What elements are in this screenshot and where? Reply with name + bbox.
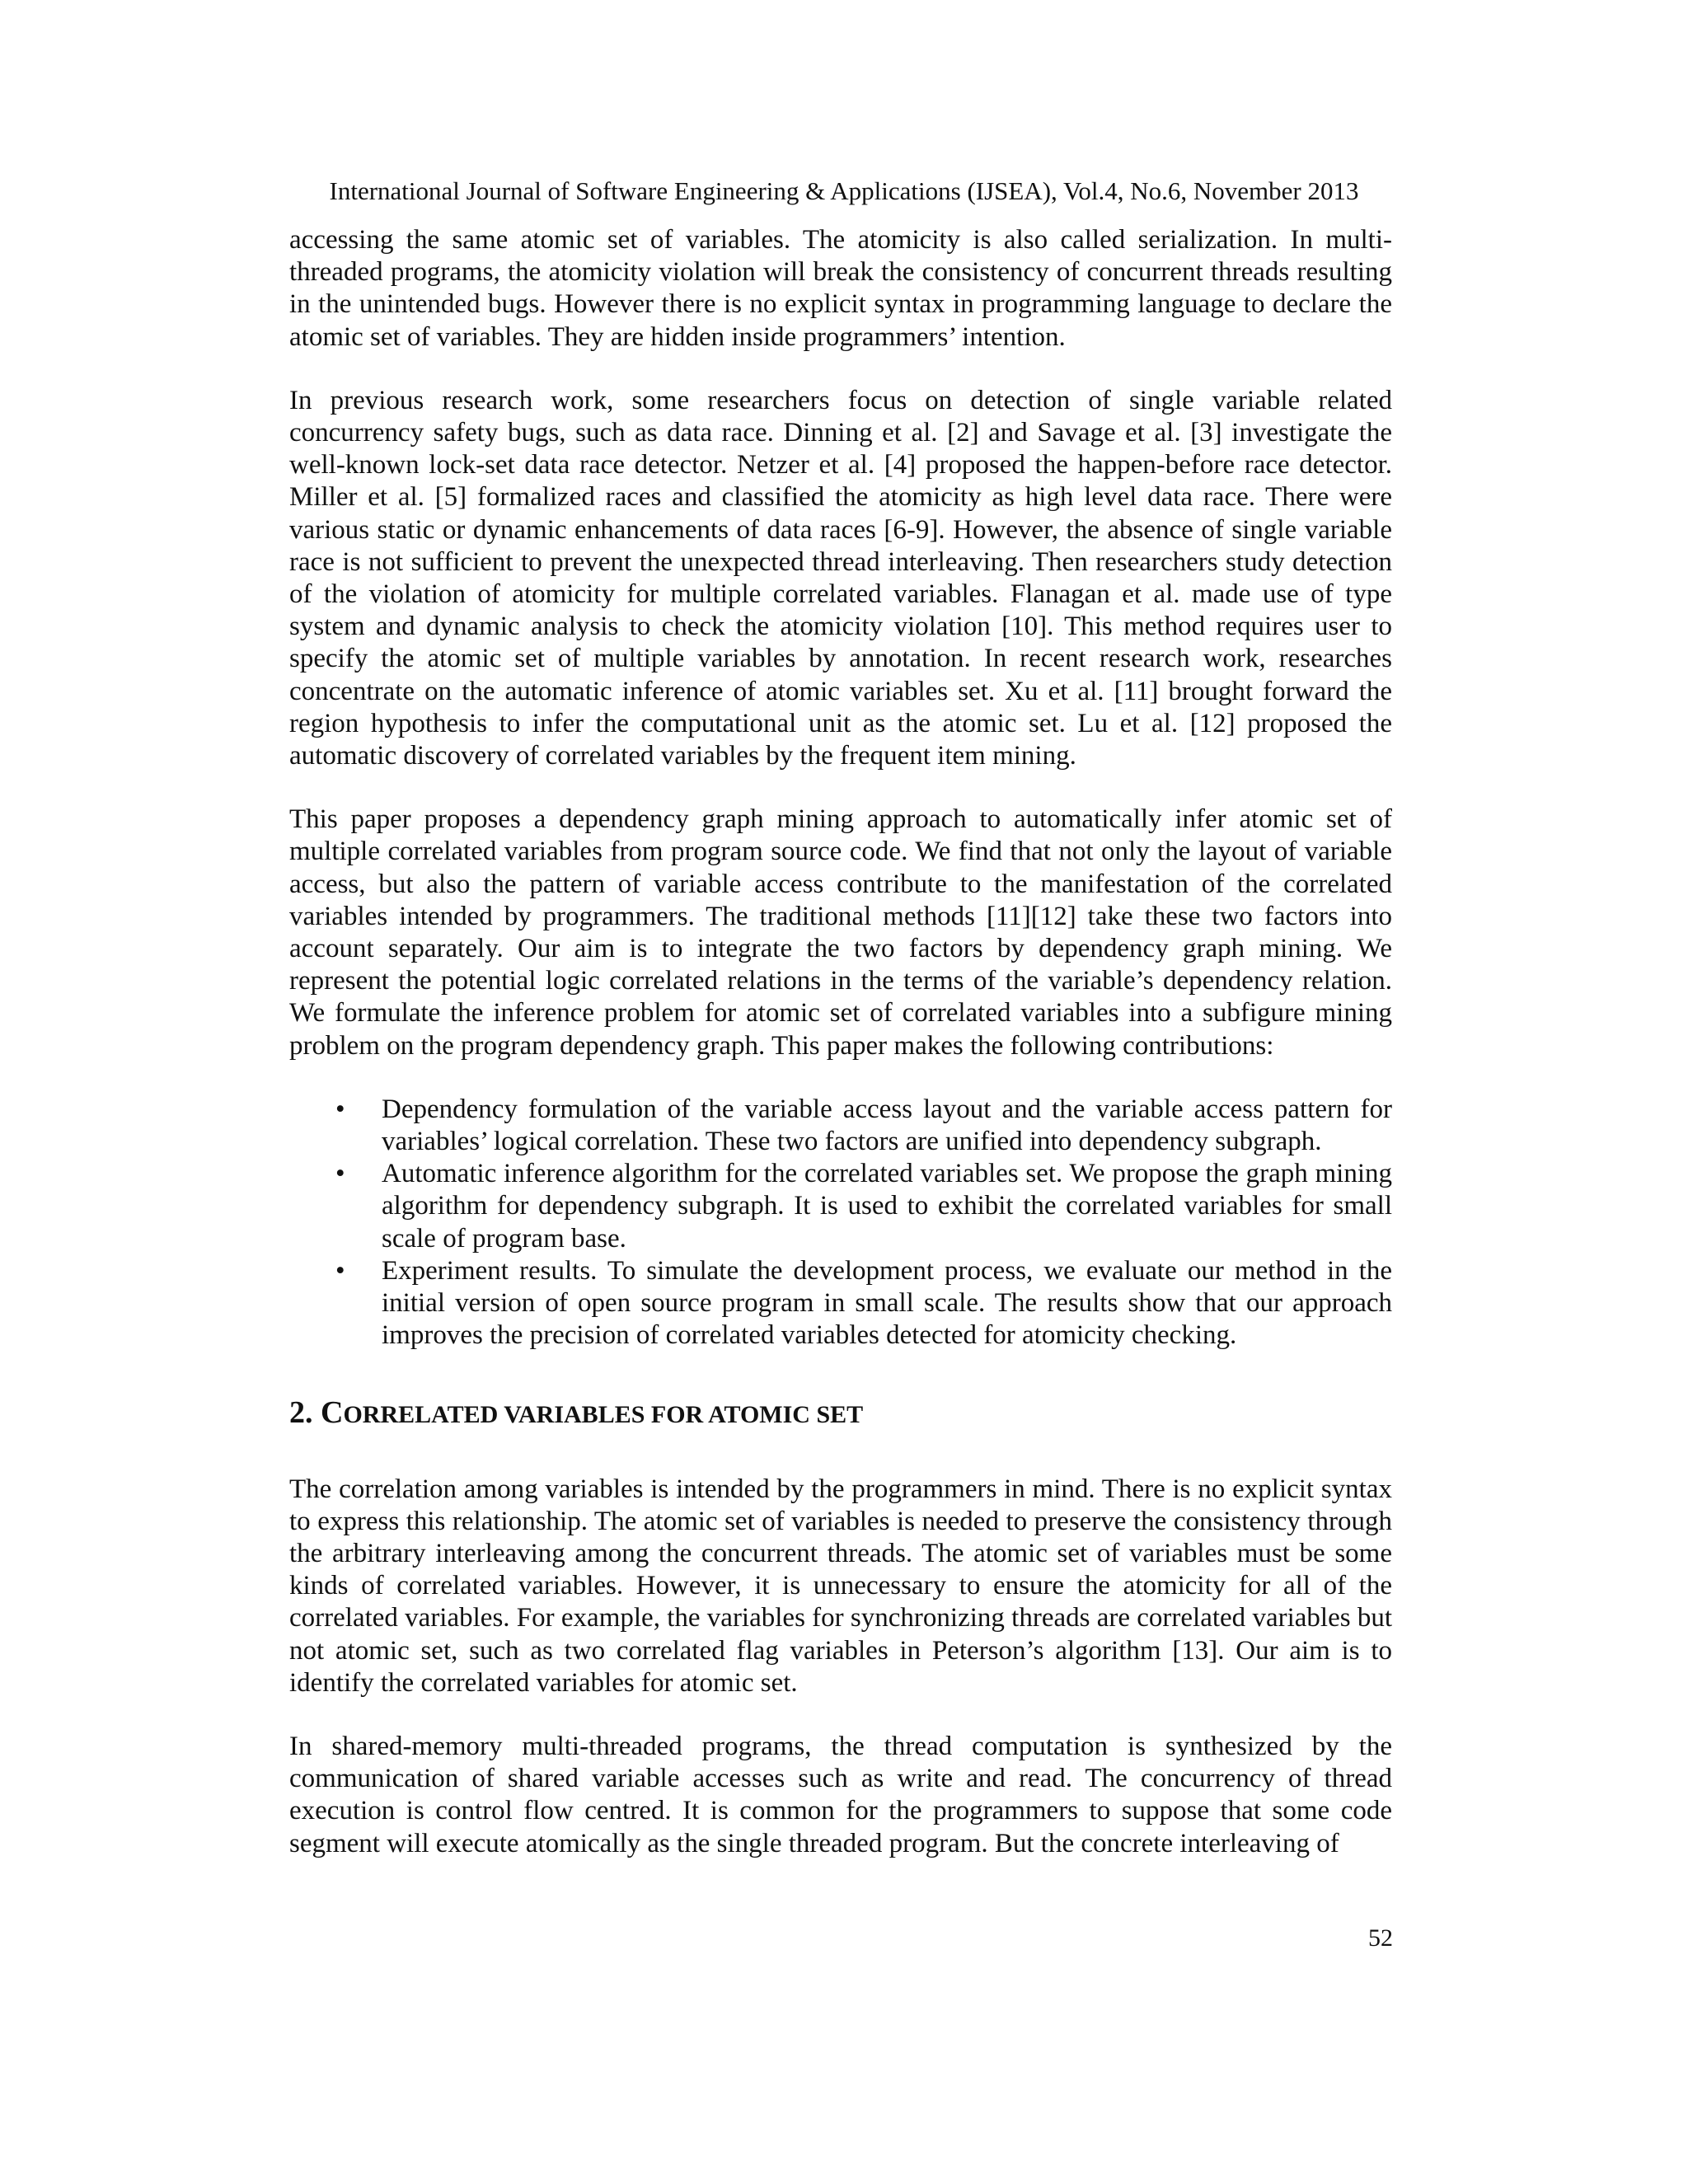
section-title-rest: ORRELATED VARIABLES FOR ATOMIC SET — [343, 1400, 864, 1428]
list-item — [289, 1158, 1392, 1255]
paragraph-proposal: This paper proposes a dependency graph mining approach to automatically infer atomic set of multiple correlated variables from program source code. We find that not only the layout of variable access, but also the pattern of variable access contribute to the manifestation of the correlated variables intended by programmers. The traditional methods [11][12] take these two factors into account separately. Our aim is to integrate the two factors by dependency graph mining. We represent the potential logic correlated relations in the terms of the variable’s dependency relation. We formulate the inference problem for atomic set of correlated variables into a subfigure mining problem on the program dependency graph. This paper makes the following contributions: — [289, 804, 1392, 1061]
section-number: 2. — [289, 1394, 313, 1430]
page-body — [289, 224, 1392, 1860]
paragraph-intro-continued: accessing the same atomic set of variables. The atomicity is also called serialization. In multi-threaded programs, the atomicity violation will break the consistency of concurrent threads resulting in the unintended bugs. However there is no explicit syntax in programming language to declare the atomic set of variables. They are hidden inside programmers’ intention. — [289, 225, 1392, 352]
section-heading — [289, 1394, 1392, 1434]
list-item-text: Automatic inference algorithm for the correlated variables set. We propose the graph mining algorithm for dependency subgraph. It is used to exhibit the correlated variables for small scale of program base. — [382, 1159, 1392, 1254]
list-item-text: Dependency formulation of the variable access layout and the variable access pattern for variables’ logical correlation. These two factors are unified into dependency subgraph. — [382, 1094, 1392, 1157]
section-title-initial: C — [321, 1394, 344, 1430]
running-header: International Journal of Software Engineering & Applications (IJSEA), Vol.4, No.6, November 2013 — [329, 176, 1359, 205]
list-item — [289, 1094, 1392, 1158]
contributions-list — [289, 1094, 1392, 1352]
bullet-icon: • — [335, 1255, 345, 1286]
bullet-icon: • — [335, 1094, 345, 1124]
page-number: 52 — [1368, 1924, 1393, 1952]
bullet-icon: • — [335, 1159, 345, 1189]
paragraph-previous-work: In previous research work, some researchers focus on detection of single variable related concurrency safety bugs, such as data race. Dinning et al. [2] and Savage et al. [3] investigate the well-known lock-set data race detector. Netzer et al. [4] proposed the happen-before race detector. Miller et al. [5] formalized races and classified the atomicity as high level data race. There were various static or dynamic enhancements of data races [6-9]. However, the absence of single variable race is not sufficient to prevent the unexpected thread interleaving. Then researchers study detection of the violation of atomicity for multiple correlated variables. Flanagan et al. made use of type system and dynamic analysis to check the atomicity violation [10]. This method requires user to specify the atomic set of multiple variables by annotation. In recent research work, researches concentrate on the automatic inference of atomic variables set. Xu et al. [11] brought forward the region hypothesis to infer the computational unit as the atomic set. Lu et al. [12] proposed the automatic discovery of correlated variables by the frequent item mining. — [289, 385, 1392, 771]
paragraph-correlation: The correlation among variables is intended by the programmers in mind. There is no explicit syntax to express this relationship. The atomic set of variables is needed to preserve the consistency through the arbitrary interleaving among the concurrent threads. The atomic set of variables must be some kinds of correlated variables. However, it is unnecessary to ensure the atomicity for all of the correlated variables. For example, the variables for synchronizing threads are correlated variables but not atomic set, such as two correlated flag variables in Peterson’s algorithm [13]. Our aim is to identify the correlated variables for atomic set. — [289, 1474, 1392, 1698]
list-item-text: Experiment results. To simulate the development process, we evaluate our method in the initial version of open source program in small scale. The results show that our approach improves the precision of correlated variables detected for atomicity checking. — [382, 1255, 1392, 1351]
paragraph-shared-memory: In shared-memory multi-threaded programs, the thread computation is synthesized by the communication of shared variable accesses such as write and read. The concurrency of thread execution is control flow centred. It is common for the programmers to suppose that some code segment will execute atomically as the single threaded program. But the concrete interleaving of — [289, 1731, 1392, 1858]
list-item — [289, 1255, 1392, 1352]
